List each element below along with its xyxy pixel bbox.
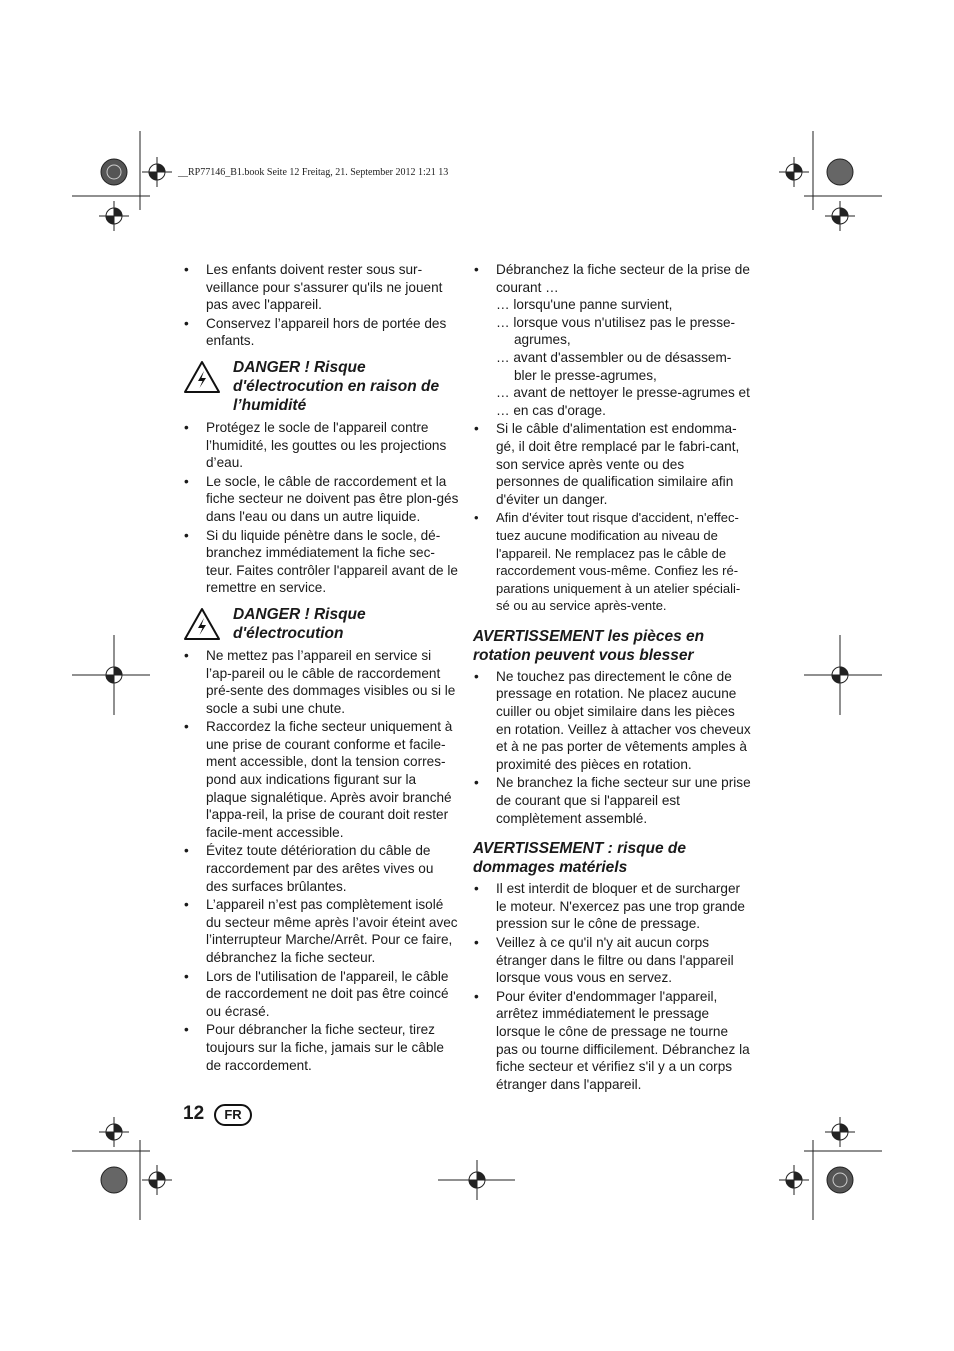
list-item: • Lors de l'utilisation de l'appareil, le câble de raccordement ne doit pas être coincé ou écrasé.	[183, 968, 459, 1021]
list-item: • Ne mettez pas l’appareil en service si l’ap-pareil ou le câble de raccordement pré-sente des dommages visibles ou si le socle a subi une chute.	[183, 647, 459, 717]
list-item: • L’appareil n’est pas complètement isolé du secteur même après l’avoir éteint avec l’interrupteur Marche/Arrêt. Pour ce faire, débranchez la fiche secteur.	[183, 896, 459, 966]
warning-damage-list	[473, 880, 751, 1093]
danger-humidity-heading	[183, 358, 459, 415]
page-number: 12	[183, 1103, 205, 1124]
danger-electrocution-title: DANGER ! Risque d'électrocution	[233, 605, 366, 642]
list-item: • Les enfants doivent rester sous sur-veillance pour s'assurer qu'ils ne jouent pas avec l'appareil.	[183, 261, 459, 314]
list-item: • Ne touchez pas directement le cône de pressage en rotation. Ne placez aucune cuiller ou objet similaire dans les pièces en rotation. Veillez à attacher vos cheveux et à ne pas porter de vêtements amples à proximité des pièces en rotation.	[473, 668, 751, 774]
list-item: • Pour débrancher la fiche secteur, tirez toujours sur la fiche, jamais sur le câble de raccordement.	[183, 1021, 459, 1074]
list-item: • Conservez l’appareil hors de portée des enfants.	[183, 315, 459, 350]
print-info-line: __RP77146_B1.book Seite 12 Freitag, 21. September 2012 1:21 13	[178, 167, 449, 178]
list-item: • Si du liquide pénètre dans le socle, dé-branchez immédiatement la fiche sec-teur. Faites contrôler l'appareil avant de le remettre en service.	[183, 527, 459, 597]
list-item: • Si le câble d'alimentation est endomma-gé, il doit être remplacé par le fabri-cant, son service après vente ou des personnes de qualification similaire afin d'éviter un danger.	[473, 420, 751, 508]
language-badge: FR	[214, 1104, 252, 1126]
sub-item: … lorsque vous n'utilisez pas le presse-agrumes,	[496, 314, 736, 348]
list-item: • Le socle, le câble de raccordement et la fiche secteur ne doivent pas être plon-gés dans l'eau ou dans un autre liquide.	[183, 473, 459, 526]
warning-rotation-list	[473, 668, 751, 827]
warning-damage-title: AVERTISSEMENT : risque de dommages matériels	[473, 840, 687, 877]
list-item: • Ne branchez la fiche secteur sur une prise de courant que si l'appareil est complètement assemblé.	[473, 774, 751, 827]
electric-hazard-triangle-icon	[183, 360, 221, 394]
list-item: • Pour éviter d'endommager l'appareil, arrêtez immédiatement le pressage lorsque le cône de pressage ne tourne pas ou tourne difficilement. Débranchez la fiche secteur et vérifiez s'il y a un corps étranger dans l'appareil.	[473, 988, 751, 1094]
electric-hazard-triangle-icon	[183, 607, 221, 641]
list-item: • Il est interdit de bloquer et de surcharger le moteur. N'exercez pas une trop grande pression sur le cône de pressage.	[473, 880, 751, 933]
unplug-list	[473, 261, 751, 615]
list-item: • Évitez toute détérioration du câble de raccordement par des arêtes vives ou des surfaces brûlantes.	[183, 842, 459, 895]
danger-electrocution-list	[183, 647, 459, 1074]
danger-humidity-list	[183, 419, 459, 597]
list-item	[473, 261, 751, 419]
warning-rotation-title: AVERTISSEMENT les pièces en rotation peuvent vous blesser	[473, 627, 705, 664]
sub-item: … en cas d'orage.	[496, 402, 606, 418]
sub-item: … avant de nettoyer le presse-agrumes et	[496, 385, 750, 401]
list-item: • Protégez le socle de l'appareil contre l’humidité, les gouttes ou les projections d’eau.	[183, 419, 459, 472]
sub-item: … avant d'assembler ou de désassem-bler le presse-agrumes,	[496, 349, 732, 383]
unplug-lead: Débranchez la fiche secteur de la prise de courant …	[496, 262, 750, 295]
left-column	[183, 261, 459, 1075]
right-column	[473, 261, 751, 1094]
danger-humidity-title: DANGER ! Risque d'électrocution en raison de l’humidité	[233, 358, 440, 414]
list-item: • Afin d'éviter tout risque d'accident, n'effec-tuez aucune modification au niveau de l'appareil. Ne remplacez pas le câble de raccordement vous-même. Confiez les ré-parations uniquement à un atelier spéciali-sé ou au service après-vente.	[473, 509, 751, 615]
list-item: • Raccordez la fiche secteur uniquement à une prise de courant conforme et facile-ment accessible, dont la tension corres-pond aux indications figurant sur la plaque signalétique. Après avoir branché l'appa-reil, la prise de courant doit rester facile-ment accessible.	[183, 718, 459, 841]
list-item: • Veillez à ce qu'il n'y ait aucun corps étranger dans le filtre ou dans l'appareil lorsque vous vous en servez.	[473, 934, 751, 987]
unplug-cases	[496, 296, 751, 419]
sub-item: … lorsqu'une panne survient,	[496, 297, 673, 313]
intro-list	[183, 261, 459, 350]
danger-electrocution-heading	[183, 605, 459, 643]
